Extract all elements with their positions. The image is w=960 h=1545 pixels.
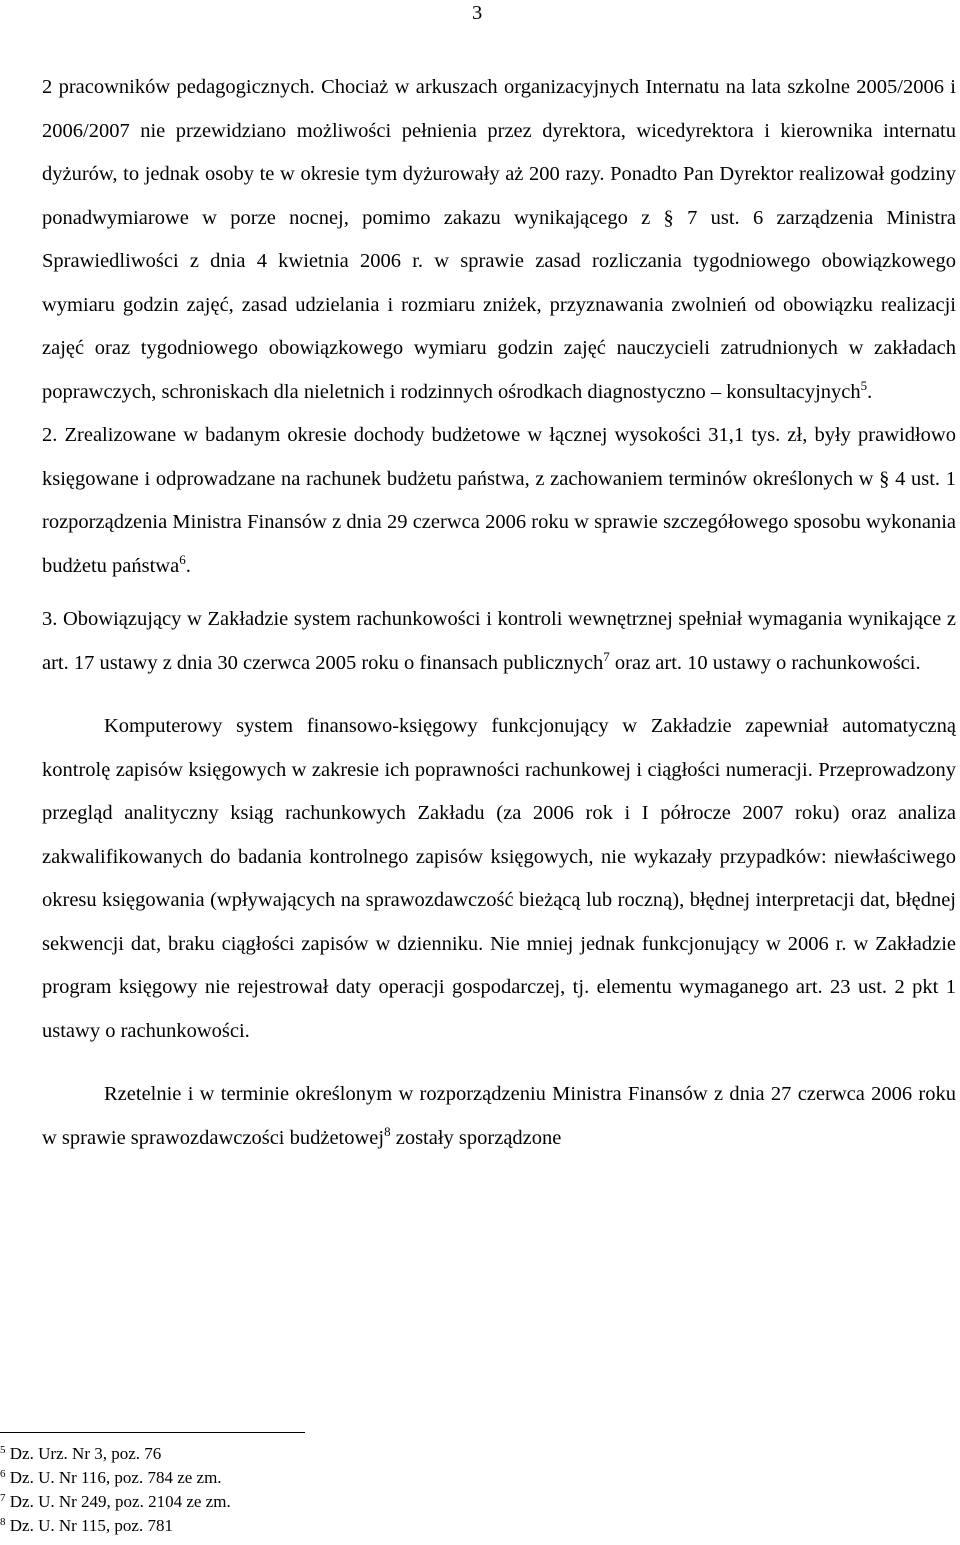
footnote-item bbox=[0, 1442, 231, 1466]
footnote-text: Dz. Urz. Nr 3, poz. 76 bbox=[5, 1444, 162, 1463]
footnote-separator bbox=[0, 1432, 305, 1433]
footnote-number: 5 bbox=[0, 1444, 6, 1456]
paragraph-accounting-system bbox=[42, 598, 956, 685]
paragraph-text: 2 pracowników pedagogicznych. Chociaż w arkuszach organizacyjnych Internatu na lata szkolne 2005/2006 i 2006/2007 nie przewidziano możliwości pełnienia przez dyrektora, wicedyrektora i kierownika internatu dyżurów, to jednak osoby te w okresie tym dyżurowały aż 200 razy. Ponadto Pan Dyrektor realizował godziny ponadwymiarowe w porze nocnej, pomimo zakazu wynikającego z § 7 ust. 6 zarządzenia Ministra Sprawiedliwości z dnia 4 kwietnia 2006 r. w sprawie zasad rozliczania tygodniowego obowiązkowego wymiaru godzin zajęć, zasad udzielania i rozmiaru zniżek, przyznawania zwolnień od obowiązku realizacji zajęć oraz tygodniowego obowiązkowego wymiaru godzin zajęć nauczycieli zatrudnionych w zakładach poprawczych, schroniskach dla nieletnich i rodzinnych ośrodkach diagnostyczno – konsultacyjnych bbox=[42, 76, 956, 403]
footnote-ref: 5 bbox=[860, 377, 868, 393]
footnote-ref: 8 bbox=[384, 1123, 391, 1139]
paragraph-text: Rzetelnie i w terminie określonym w rozporządzeniu Ministra Finansów z dnia 27 czerwca 2006 roku w sprawie sprawozdawczości budżetowej bbox=[42, 1083, 956, 1149]
page-number: 3 bbox=[472, 2, 483, 24]
footnote-item bbox=[0, 1490, 231, 1514]
footnote-ref: 7 bbox=[603, 648, 610, 664]
footnote-number: 6 bbox=[0, 1468, 6, 1480]
paragraph-reporting bbox=[42, 1073, 956, 1160]
paragraph-text-end: oraz art. 10 ustawy o rachunkowości. bbox=[609, 651, 921, 674]
footnote-ref: 6 bbox=[179, 551, 186, 567]
paragraph-text-end: . bbox=[867, 380, 873, 403]
paragraph-text: 3. Obowiązujący w Zakładzie system rachunkowości i kontroli wewnętrznej spełniał wymagania wynikające z art. 17 ustawy z dnia 30 czerwca 2005 roku o finansach publicznych bbox=[42, 608, 956, 674]
paragraph-budget-income bbox=[42, 414, 956, 588]
footnote-list bbox=[0, 1442, 231, 1538]
body-text bbox=[42, 66, 956, 1160]
paragraph-text-end: . bbox=[185, 554, 191, 577]
footnote-item bbox=[0, 1466, 231, 1490]
footnote-text: Dz. U. Nr 249, poz. 2104 ze zm. bbox=[5, 1492, 231, 1511]
footnote-item bbox=[0, 1514, 231, 1538]
paragraph-text: 2. Zrealizowane w badanym okresie dochody budżetowe w łącznej wysokości 31,1 tys. zł, były prawidłowo księgowane i odprowadzane na rachunek budżetu państwa, z zachowaniem terminów określonych w § 4 ust. 1 rozporządzenia Ministra Finansów z dnia 29 czerwca 2006 roku w sprawie szczegółowego sposobu wykonania budżetu państwa bbox=[42, 424, 956, 577]
footnote-text: Dz. U. Nr 116, poz. 784 ze zm. bbox=[5, 1468, 222, 1487]
footnote-number: 7 bbox=[0, 1492, 6, 1504]
footnote-text: Dz. U. Nr 115, poz. 781 bbox=[5, 1516, 173, 1535]
paragraph-text-end: zostały sporządzone bbox=[390, 1126, 562, 1149]
paragraph-computer-system: Komputerowy system finansowo-księgowy funkcjonujący w Zakładzie zapewniał automatyczną kontrolę zapisów księgowych w zakresie ich poprawności rachunkowej i ciągłości numeracji. Przeprowadzony przegląd analityczny ksiąg rachunkowych Zakładu (za 2006 rok i I półrocze 2007 roku) oraz analiza zakwalifikowanych do badania kontrolnego zapisów księgowych, nie wykazały przypadków: niewłaściwego okresu księgowania (wpływających na sprawozdawczość bieżącą lub roczną), błędnej interpretacji dat, błędnej sekwencji dat, braku ciągłości zapisów w dzienniku. Nie mniej jednak funkcjonujący w 2006 r. w Zakładzie program księgowy nie rejestrował daty operacji gospodarczej, tj. elementu wymaganego art. 23 ust. 2 pkt 1 ustawy o rachunkowości. bbox=[42, 715, 956, 1042]
paragraph-staff-duties bbox=[42, 66, 956, 414]
footnote-number: 8 bbox=[0, 1516, 6, 1528]
